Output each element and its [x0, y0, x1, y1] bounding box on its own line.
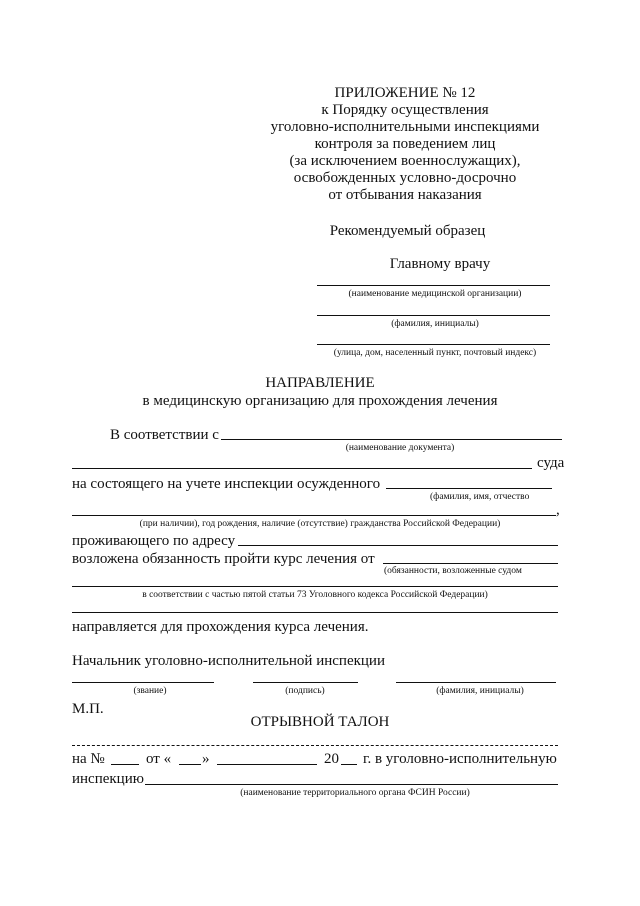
chief-label: Начальник уголовно-исполнительной инспекции — [72, 653, 385, 669]
caption-details: (при наличии), год рождения, наличие (отсутствие) гражданства Российской Федерации) — [139, 519, 501, 529]
document-name-field[interactable] — [221, 439, 562, 440]
in-accordance-label: В соответствии с — [110, 427, 219, 443]
court-field[interactable] — [72, 468, 532, 469]
residing-label: проживающего по адресу — [72, 533, 236, 549]
territorial-field[interactable] — [145, 784, 558, 785]
number-field[interactable] — [111, 764, 139, 765]
obligation-field-3[interactable] — [72, 612, 558, 613]
caption-rank: (звание) — [133, 686, 167, 696]
addressee-title: Главному врачу — [389, 256, 491, 272]
directed-label: направляется для прохождения курса лечения. — [72, 619, 369, 635]
sample-label: Рекомендуемый образец — [329, 223, 486, 239]
rank-field[interactable] — [72, 682, 214, 683]
obligation-label: возложена обязанность пройти курс лечения от — [72, 551, 375, 567]
caption-document: (наименование документа) — [345, 443, 455, 453]
inspection-label: инспекцию — [72, 771, 144, 787]
caption-sign: (подпись) — [285, 686, 325, 696]
appendix-line-5: освобожденных условно-досрочно — [293, 170, 517, 186]
year-prefix: 20 — [324, 751, 339, 767]
obligation-field[interactable] — [383, 563, 558, 564]
caption-obligation: (обязанности, возложенные судом — [384, 566, 522, 576]
number-prefix: на № — [72, 751, 105, 767]
court-word: суда — [537, 455, 565, 471]
address-field[interactable] — [238, 545, 558, 546]
caption-org: (наименование медицинской организации) — [348, 289, 522, 299]
year-suffix: г. в уголовно-исполнительную — [363, 751, 557, 767]
addressee-address-field[interactable] — [317, 344, 550, 345]
caption-territorial: (наименование территориального органа ФСИН России) — [240, 788, 470, 798]
appendix-line-3: контроля за поведением лиц — [314, 136, 496, 152]
seal-label: М.П. — [72, 701, 104, 717]
obligation-field-2[interactable] — [72, 586, 558, 587]
quote-close: » — [202, 751, 210, 767]
year-field[interactable] — [341, 764, 357, 765]
appendix-line-4: (за исключением военнослужащих), — [289, 153, 521, 169]
stub-title: ОТРЫВНОЙ ТАЛОН — [250, 714, 390, 730]
day-field[interactable] — [179, 764, 201, 765]
tear-line — [72, 745, 558, 746]
registered-label: на состоящего на учете инспекции осужденного — [72, 476, 381, 492]
month-field[interactable] — [217, 764, 317, 765]
caption-fio: (фамилия, имя, отчество — [430, 492, 530, 502]
convict-name-field[interactable] — [386, 488, 552, 489]
chief-name-field[interactable] — [396, 682, 556, 683]
caption-address: (улица, дом, населенный пункт, почтовый индекс) — [333, 348, 537, 358]
appendix-line-1: к Порядку осуществления — [321, 102, 489, 118]
appendix-title: ПРИЛОЖЕНИЕ № 12 — [334, 85, 476, 101]
convict-details-field[interactable] — [72, 515, 556, 516]
details-comma: , — [556, 502, 560, 518]
addressee-name-field[interactable] — [317, 315, 550, 316]
document-title: НАПРАВЛЕНИЕ — [265, 375, 375, 391]
caption-addressee-name: (фамилия, инициалы) — [391, 319, 479, 329]
appendix-line-6: от отбывания наказания — [328, 187, 482, 203]
signature-field[interactable] — [253, 682, 358, 683]
caption-chief-name: (фамилия, инициалы) — [436, 686, 524, 696]
addressee-org-field[interactable] — [317, 285, 550, 286]
document-subtitle: в медицинскую организацию для прохождения лечения — [142, 393, 498, 409]
from-label: от « — [146, 751, 172, 767]
appendix-line-2: уголовно-исполнительными инспекциями — [270, 119, 540, 135]
caption-article: в соответствии с частью пятой статьи 73 Уголовного кодекса Российской Федерации) — [142, 590, 488, 600]
